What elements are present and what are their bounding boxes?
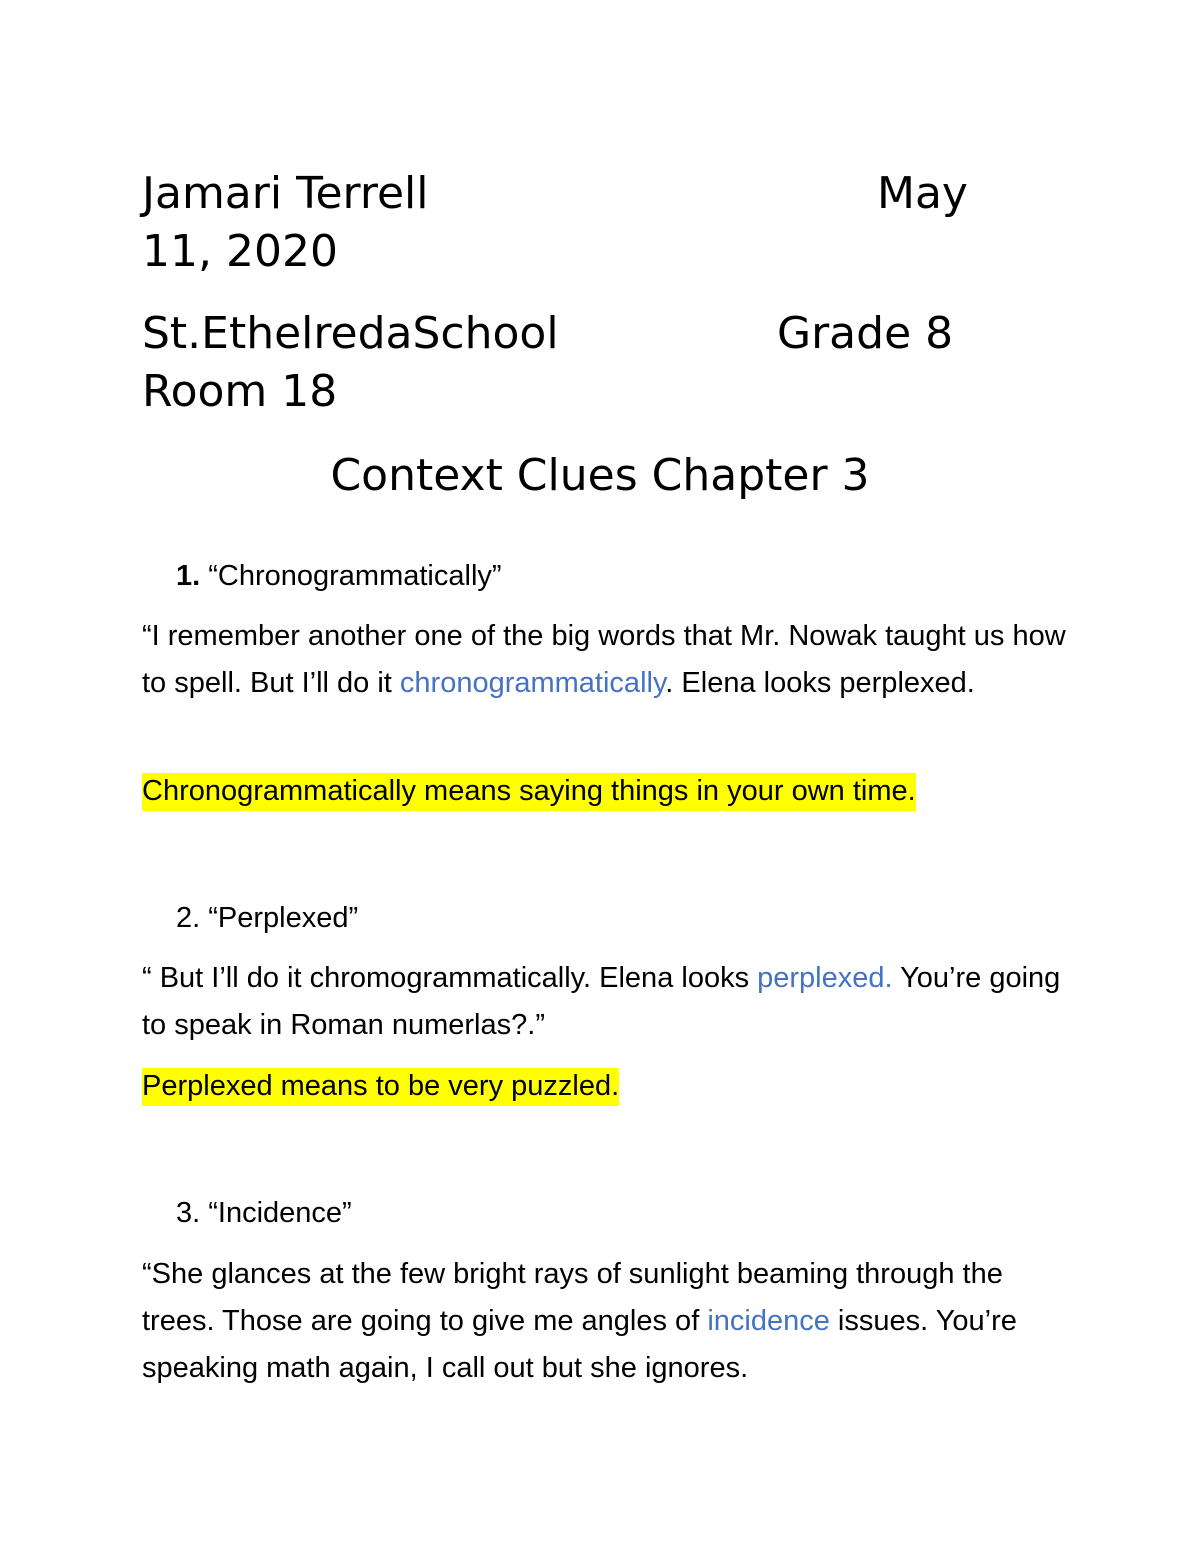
vocab-item-1-heading	[176, 556, 502, 596]
quote-text: . Elena looks perplexed.	[665, 667, 975, 699]
definition-highlight: Perplexed means to be very puzzled.	[142, 1068, 619, 1106]
quote-keyword: chronogrammatically	[399, 667, 666, 699]
student-name: Jamari Terrell	[142, 168, 429, 219]
quote-keyword: incidence	[707, 1305, 830, 1337]
grade-label: Grade 8	[777, 308, 954, 359]
vocab-item-3-quote	[142, 1251, 1082, 1392]
vocab-item-1-definition	[142, 768, 1082, 815]
vocab-item-2-heading	[176, 898, 358, 938]
vocab-word: “Chronogrammatically”	[208, 560, 502, 592]
room-label: Room 18	[142, 366, 338, 417]
vocab-word: “Incidence”	[208, 1197, 352, 1229]
quote-text: You’re going to speak in Roman numerlas?.”	[142, 962, 1061, 1041]
quote-keyword: perplexed.	[757, 962, 893, 994]
item-number: 2.	[176, 902, 201, 934]
school-name: St.EthelredaSchool	[142, 308, 559, 359]
vocab-word: “Perplexed”	[208, 902, 359, 934]
item-number: 1.	[176, 560, 201, 592]
date-month: May	[877, 168, 968, 219]
vocab-item-2-definition	[142, 1063, 1082, 1110]
item-number: 3.	[176, 1197, 201, 1229]
vocab-item-3-heading	[176, 1193, 352, 1233]
definition-highlight: Chronogrammatically means saying things in your own time.	[142, 773, 916, 811]
vocab-item-2-quote	[142, 955, 1082, 1049]
page-title: Context Clues Chapter 3	[330, 450, 870, 501]
quote-text: “ But I’ll do it chromogrammatically. Elena looks	[142, 962, 758, 994]
quote-text: “I remember another one of the big words that Mr. Nowak taught us how to spell. But I’ll do it	[142, 620, 1066, 699]
quote-text: issues. You’re speaking math again, I call out but she ignores.	[142, 1305, 1017, 1384]
date-day-year: 11, 2020	[142, 226, 338, 277]
quote-text: “She glances at the few bright rays of sunlight beaming through the trees. Those are going to give me angles of	[142, 1258, 1003, 1337]
vocab-item-1-quote	[142, 613, 1082, 707]
